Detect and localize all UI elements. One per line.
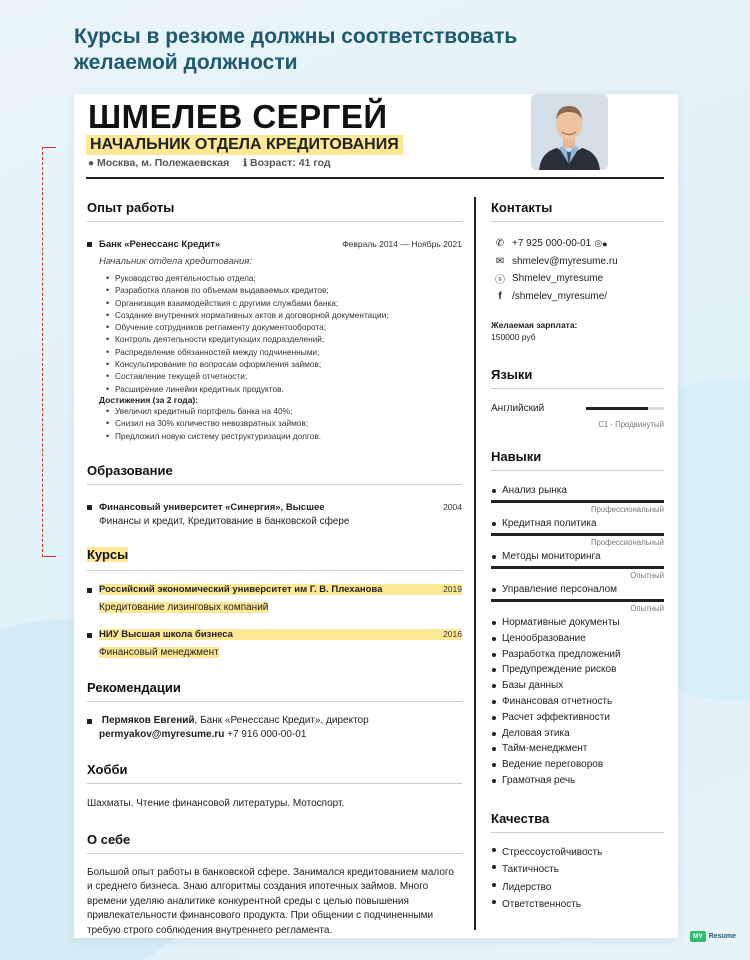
contact-skype: ⓢ Shmelev_myresume — [491, 270, 664, 288]
section-title-recommendations: Рекомендации — [87, 679, 181, 695]
list-item: • Предложил новую систему реструктуризации долгов. — [105, 430, 462, 442]
list-item: Тайм-менеджмент — [491, 741, 664, 757]
list-item: Предупреждение рисков — [491, 662, 664, 678]
job-dates: Февраль 2014 — Ноябрь 2021 — [342, 239, 462, 249]
candidate-photo — [531, 94, 608, 170]
skills-list — [491, 615, 664, 789]
list-item: • Составление текущей отчетности; — [105, 370, 462, 382]
salary-label: Желаемая зарплата: — [491, 320, 578, 330]
section-title-about: О себе — [87, 831, 131, 847]
skill-item: Управление персоналом Опытный — [491, 584, 664, 613]
course-name: Финансовый менеджмент — [99, 646, 219, 658]
list-item: • Руководство деятельностью отдела; — [105, 272, 462, 284]
course-entry — [87, 629, 462, 660]
job-role: Начальник отдела кредитования: — [99, 256, 253, 267]
rated-skills — [491, 485, 664, 613]
company-name: Банк «Ренессанс Кредит» — [99, 239, 221, 250]
section-title-contacts: Контакты — [491, 200, 553, 215]
candidate-meta: ● Москва, м. Полежаевская ℹ Возраст: 41 год — [88, 157, 331, 169]
section-title-languages: Языки — [491, 367, 533, 382]
school-name: Финансовый университет «Синергия», Высшее — [99, 501, 325, 513]
list-item: Стрессоустойчивость — [491, 844, 664, 862]
main-column — [87, 200, 462, 938]
language-level-bar — [586, 407, 664, 410]
facebook-icon: f — [498, 290, 502, 302]
course-name: Кредитование лизинговых компаний — [99, 601, 269, 613]
section-title-experience: Опыт работы — [87, 200, 175, 215]
list-item: Ответственность — [491, 896, 664, 914]
course-year: 2016 — [443, 628, 462, 639]
location-pin-icon: ● — [88, 158, 95, 169]
list-item: • Контроль деятельности кредитующих подразделений; — [105, 333, 462, 345]
section-title-qualities: Качества — [491, 810, 550, 826]
skill-item: Анализ рынка Профессиональный — [491, 485, 664, 514]
page-headline: Курсы в резюме должны соответствовать желаемой должности — [74, 25, 518, 74]
desired-position: НАЧАЛЬНИК ОТДЕЛА КРЕДИТОВАНИЯ — [86, 135, 403, 155]
telegram-icon: ● — [602, 238, 608, 249]
course-org: НИУ Высшая школа бизнеса — [99, 628, 233, 640]
skype-icon: ⓢ — [495, 275, 505, 287]
annotation-tick — [42, 556, 56, 557]
about-text: Большой опыт работы в банковской сфере. Занимался кредитованием малого и среднего бизнеса. Знаю алгоритмы создания ипотечных займов. Много времени уделяю аналитике конкурентной среды с целью повышения привлекательности финансового продукта. При общении с подчиненными требую строго соблюдения внутреннего регламента. — [87, 866, 454, 936]
list-item: Разработка предложений — [491, 647, 664, 663]
skill-level-bar — [491, 599, 664, 602]
skill-item: Методы мониторинга Опытный — [491, 551, 664, 580]
list-item: • Организация взаимодействия с другими службами банка; — [105, 297, 462, 309]
section-title-education: Образование — [87, 462, 173, 478]
experience-entry — [87, 239, 462, 442]
contact-phone: ✆ +7 925 000-00-01 ◎ ● — [491, 235, 664, 253]
recommender-email: permyakov@myresume.ru — [99, 728, 225, 740]
course-year: 2019 — [443, 583, 462, 594]
list-item: Тактичность — [491, 861, 664, 879]
mail-icon: ✉ — [495, 255, 505, 267]
skill-level-bar — [491, 533, 664, 536]
list-item: Ценообразование — [491, 631, 664, 647]
graduation-year: 2004 — [443, 501, 462, 512]
recommender-phone: +7 916 000-00-01 — [224, 728, 307, 740]
list-item: • Снизил на 30% количество невозвратных займов; — [105, 417, 462, 429]
study-field: Финансы и кредит, Кредитование в банковской сфере — [99, 515, 350, 527]
whatsapp-icon: ◎ — [594, 238, 603, 249]
section-title-courses: Курсы — [87, 546, 129, 562]
list-item: • Увеличил кредитный портфель банка на 40%; — [105, 405, 462, 417]
skill-level-bar — [491, 566, 664, 569]
list-item: • Распределение обязанностей между подчиненными; — [105, 346, 462, 358]
list-item: Финансовая отчетность — [491, 694, 664, 710]
education-entry — [87, 502, 462, 528]
header-divider — [86, 177, 664, 179]
duties-list — [99, 272, 462, 395]
section-title-skills: Навыки — [491, 449, 542, 464]
language-name: Английский — [491, 403, 545, 414]
list-item: • Разработка планов по объемам выдаваемых кредитов; — [105, 284, 462, 296]
list-item: Лидерство — [491, 879, 664, 897]
recommender-name: Пермяков Евгений — [101, 714, 195, 726]
list-item: • Консультирование по вопросам оформления займов; — [105, 358, 462, 370]
sidebar-column — [491, 200, 664, 914]
recommendation-entry: Пермяков Евгений, Банк «Ренессанс Кредит», директор permyakov@myresume.ru +7 916 000-00-01 — [87, 714, 462, 742]
list-item: • Расширение линейки кредитных продуктов. — [105, 383, 462, 395]
list-item: Расчет эффективности — [491, 710, 664, 726]
list-item: Деловая этика — [491, 726, 664, 742]
candidate-name: ШМЕЛЕВ СЕРГЕЙ — [88, 98, 388, 135]
list-item: Грамотная речь — [491, 773, 664, 789]
info-icon: ℹ — [243, 158, 248, 169]
column-divider — [474, 197, 476, 930]
list-item: Базы данных — [491, 678, 664, 694]
myresume-logo: MY Resume — [690, 931, 736, 942]
achievements-list — [99, 405, 462, 442]
phone-icon: ✆ — [495, 238, 505, 250]
course-org: Российский экономический университет им Г. В. Плеханова — [99, 583, 383, 595]
section-title-hobby: Хобби — [87, 761, 128, 777]
course-entry — [87, 584, 462, 615]
skill-item: Кредитная политика Профессиональный — [491, 518, 664, 547]
list-item: • Создание внутренних нормативных актов и договорной документации; — [105, 309, 462, 321]
list-item: Ведение переговоров — [491, 757, 664, 773]
achievements-title: Достижения (за 2 года): — [99, 394, 199, 405]
hobby-text: Шахматы. Чтение финансовой литературы. Мотоспорт. — [87, 797, 345, 809]
salary-value: 150000 руб — [491, 332, 536, 342]
contact-email: ✉ shmelev@myresume.ru — [491, 253, 664, 271]
resume-page — [74, 94, 678, 938]
annotation-tick — [42, 147, 56, 148]
qualities-list — [491, 844, 664, 914]
language-row — [491, 403, 664, 414]
language-level: C1 - Продвинутый — [598, 420, 664, 429]
list-item: Нормативные документы — [491, 615, 664, 631]
skill-level-bar — [491, 500, 664, 503]
annotation-line — [42, 147, 43, 557]
list-item: • Обучение сотрудников регламенту документооборота; — [105, 321, 462, 333]
contact-facebook: f /shmelev_myresume/ — [491, 288, 664, 306]
